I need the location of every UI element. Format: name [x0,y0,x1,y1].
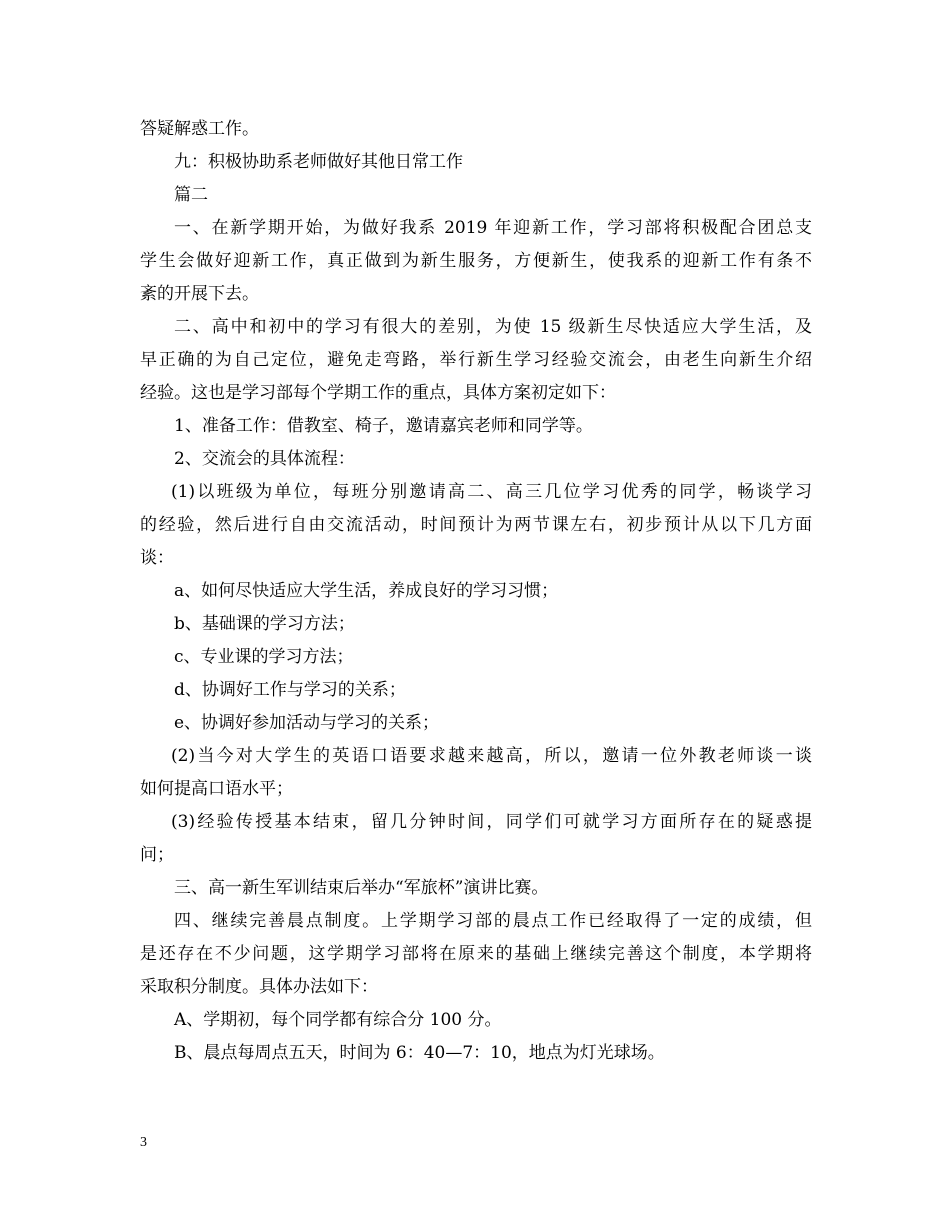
list-item: a、如何尽快适应大学生活，养成良好的学习习惯； [174,581,559,601]
paragraph-line: 谈： [140,548,174,568]
list-item: b、基础课的学习方法； [174,614,355,634]
paragraph-line: 是还存在不少问题，这学期学习部将在原来的基础上继续完善这个制度，本学期将 [140,944,812,964]
paragraph-line: (1)以班级为单位，每班分别邀请高二、高三几位学习优秀的同学，畅谈学习 [171,482,812,502]
paragraph-line: 早正确的为自己定位，避免走弯路，举行新生学习经验交流会，由老生向新生介绍 [140,350,812,370]
paragraph-line: 采取积分制度。具体办法如下： [140,977,378,997]
paragraph-line: 经验。这也是学习部每个学期工作的重点，具体方案初定如下： [140,383,616,403]
list-item: 2、交流会的具体流程： [174,449,355,469]
paragraph-line: 二、高中和初中的学习有很大的差别，为使 15 级新生尽快适应大学生活，及 [174,317,812,337]
document-body [140,113,812,1070]
list-item: B、晨点每周点五天，时间为 6：40—7：10，地点为灯光球场。 [174,1043,665,1063]
paragraph-line: (2)当今对大学生的英语口语要求越来越高，所以，邀请一位外教老师谈一谈 [171,746,812,766]
page-number: 3 [140,1135,147,1150]
section-heading: 九：积极协助系老师做好其他日常工作 [174,152,463,172]
paragraph-line: 问； [140,845,174,865]
paragraph-line: 三、高一新生军训结束后举办“军旅杯”演讲比赛。 [174,878,549,898]
list-item: e、协调好参加活动与学习的关系； [174,713,440,733]
list-item: 1、准备工作：借教室、椅子，邀请嘉宾老师和同学等。 [174,416,593,436]
paragraph-line: 紊的开展下去。 [140,284,259,304]
paragraph-line: 一、在新学期开始，为做好我系 2019 年迎新工作，学习部将积极配合团总支 [174,218,812,238]
list-item: c、专业课的学习方法； [174,647,354,667]
list-item: d、协调好工作与学习的关系； [174,680,406,700]
paragraph-line: 学生会做好迎新工作，真正做到为新生服务，方便新生，使我系的迎新工作有条不 [140,251,812,271]
section-heading: 篇二 [174,185,208,205]
list-item: A、学期初，每个同学都有综合分 100 分。 [174,1010,502,1030]
paragraph-line: 四、继续完善晨点制度。上学期学习部的晨点工作已经取得了一定的成绩，但 [174,911,812,931]
paragraph-line: (3)经验传授基本结束，留几分钟时间，同学们可就学习方面所存在的疑惑提 [171,812,812,832]
text-line: 答疑解惑工作。 [140,119,259,139]
paragraph-line: 如何提高口语水平； [140,779,293,799]
paragraph-line: 的经验，然后进行自由交流活动，时间预计为两节课左右，初步预计从以下几方面 [140,515,812,535]
